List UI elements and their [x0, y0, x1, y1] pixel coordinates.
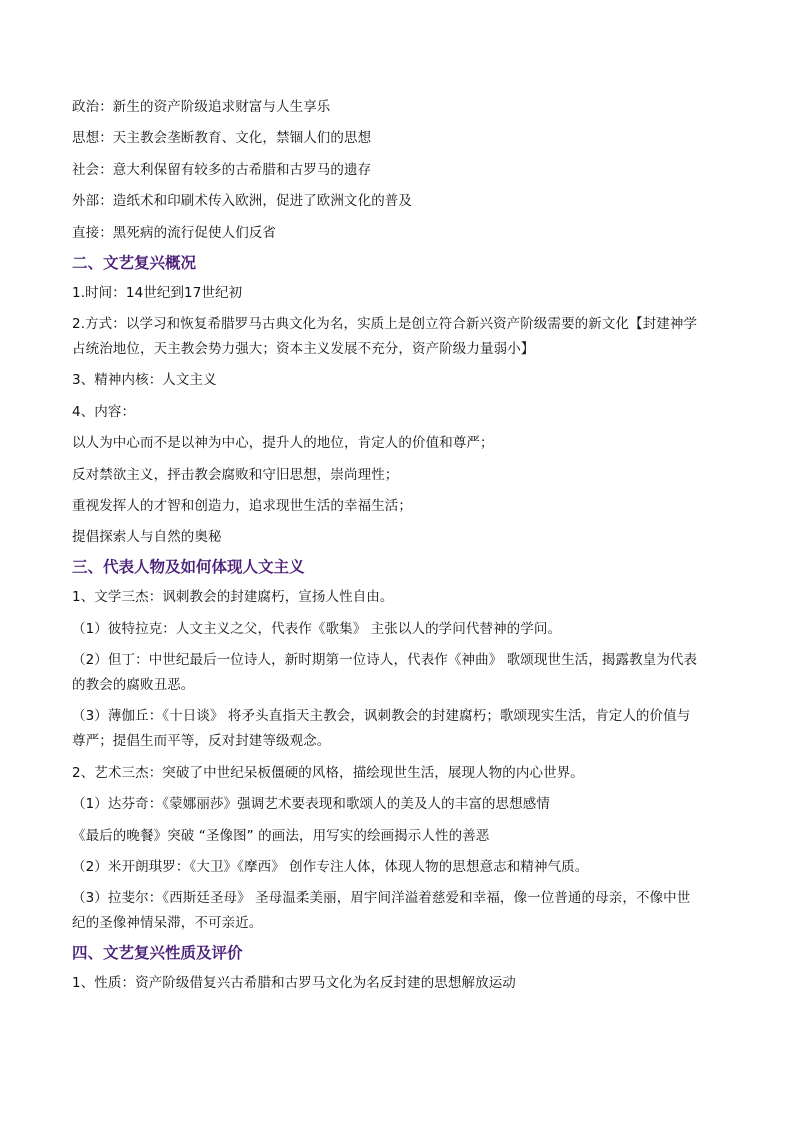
davinci-line-1: （1）达芬奇：《蒙娜丽莎》强调艺术要表现和歌颂人的美及人的丰富的思想感情: [72, 796, 550, 813]
nature-line: 1、性质：资产阶级借复兴古希腊和古罗马文化为名反封建的思想解放运动: [72, 975, 516, 992]
method-line-1: 2.方式：以学习和恢复希腊罗马古典文化为名，实质上是创立符合新兴资产阶级需要的新文化【封建神学: [72, 315, 698, 332]
literature-title: 1、文学三杰：讽刺教会的封建腐朽，宣扬人性自由。: [72, 589, 394, 606]
section-heading-overview: 二、文艺复兴概况: [72, 253, 197, 272]
core-line: 3、精神内核：人文主义: [72, 372, 217, 389]
thought-line: 思想：天主教会垄断教育、文化，禁锢人们的思想: [72, 130, 372, 147]
direct-line: 直接：黑死病的流行促使人们反省: [72, 224, 276, 241]
art-title: 2、艺术三杰：突破了中世纪呆板僵硬的风格，描绘现世生活，展现人物的内心世界。: [72, 764, 584, 781]
section-heading-figures: 三、代表人物及如何体现人文主义: [72, 558, 305, 577]
content-item: 提倡探索人与自然的奥秘: [72, 529, 222, 546]
petrarch-line: （1）彼特拉克：人文主义之父，代表作《歌集》 主张以人的学问代替神的学问。: [72, 620, 562, 637]
raphael-line-2: 纪的圣像神情呆滞，不可亲近。: [72, 915, 263, 932]
external-line: 外部：造纸术和印刷术传入欧洲，促进了欧洲文化的普及: [72, 193, 412, 210]
section-heading-nature: 四、文艺复兴性质及评价: [72, 944, 243, 963]
content-label: 4、内容：: [72, 403, 136, 420]
boccaccio-line-1: （3）薄伽丘：《十日谈》 将矛头直指天主教会，讽刺教会的封建腐朽；歌颂现实生活，肯定人的价值与: [72, 708, 691, 725]
content-item: 重视发挥人的才智和创造力，追求现世生活的幸福生活；: [72, 497, 412, 514]
boccaccio-line-2: 尊严；提倡生而平等，反对封建等级观念。: [72, 733, 331, 750]
dante-line-1: （2）但丁：中世纪最后一位诗人，新时期第一位诗人，代表作《神曲》 歌颂现世生活，揭露教皇为代表: [72, 652, 698, 669]
content-item: 以人为中心而不是以神为中心，提升人的地位，肯定人的价值和尊严；: [72, 435, 494, 452]
society-line: 社会：意大利保留有较多的古希腊和古罗马的遗存: [72, 161, 372, 178]
time-line: 1.时间：14世纪到17世纪初: [72, 284, 243, 301]
raphael-line-1: （3）拉斐尔：《西斯廷圣母》 圣母温柔美丽，眉宇间洋溢着慈爱和幸福，像一位普通的母亲，不像中世: [72, 890, 691, 907]
michelangelo-line: （2）米开朗琪罗：《大卫》《摩西》 创作专注人体，体现人物的思想意志和精神气质。: [72, 859, 589, 876]
politics-line: 政治：新生的资产阶级追求财富与人生享乐: [72, 99, 331, 115]
document-body: [72, 98, 724, 993]
dante-line-2: 的教会的腐败丑恶。: [72, 677, 195, 694]
davinci-line-2: 《最后的晚餐》突破 “圣像图” 的画法，用写实的绘画揭示人性的善恶: [72, 827, 490, 844]
content-item: 反对禁欲主义，抨击教会腐败和守旧思想，崇尚理性；: [72, 466, 399, 483]
method-line-2: 占统治地位，天主教会势力强大；资本主义发展不充分，资产阶级力量弱小】: [72, 340, 535, 357]
